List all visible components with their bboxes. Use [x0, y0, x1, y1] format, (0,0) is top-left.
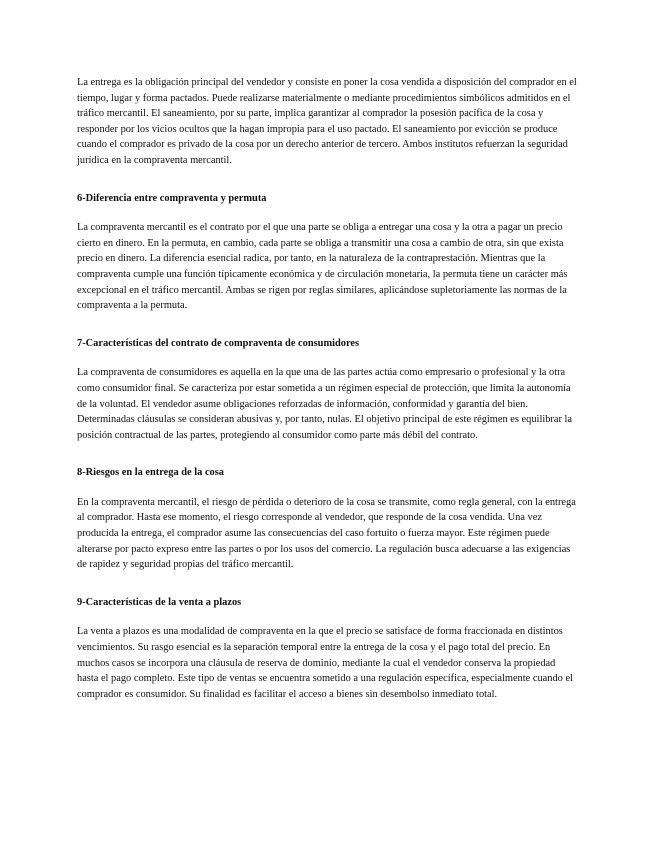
heading-spacer [77, 481, 579, 495]
heading-spacer [77, 610, 579, 624]
section-spacer [77, 443, 579, 465]
section-paragraph-9: La venta a plazos es una modalidad de compraventa en la que el precio se satisface de forma fraccionada en distintos vencimientos. Su rasgo esencial es la separación temporal entre la entrega de la cosa y el pago total del precio. En muchos casos se incorpora una cláusula de reserva de dominio, mediante la cual el vendedor conserva la propiedad hasta el pago completo. Este tipo de ventas se encuentra sometido a una regulación específica, especialmente cuando el comprador es consumidor. Su finalidad es facilitar el acceso a bienes sin desembolso inmediato total. [77, 626, 573, 700]
document-body [77, 75, 579, 702]
section-spacer [77, 573, 579, 595]
section-heading-9: 9-Características de la venta a plazos [77, 596, 242, 608]
section-heading-7: 7-Características del contrato de compraventa de consumidores [77, 337, 360, 349]
section-spacer [77, 314, 579, 336]
section-paragraph-8: En la compraventa mercantil, el riesgo de pérdida o deterioro de la cosa se transmite, como regla general, con la entrega al comprador. Hasta ese momento, el riesgo corresponde al vendedor, que responde de la cosa vendida. Una vez producida la entrega, el comprador asume las consecuencias del caso fortuito o fuerza mayor. Este régimen puede alterarse por pacto expreso entre las partes o por los usos del comercio. La regulación busca adecuarse a las exigencias de rapidez y seguridad propias del tráfico mercantil. [77, 496, 576, 571]
section-heading-6: 6-Diferencia entre compraventa y permuta [77, 192, 267, 204]
section-spacer [77, 169, 579, 191]
heading-spacer [77, 351, 579, 365]
section-paragraph-6: La compraventa mercantil es el contrato por el que una parte se obliga a entregar una cosa y la otra a pagar un precio cierto en dinero. En la permuta, en cambio, cada parte se obliga a transmitir una cosa a cambio de otra, sin que exista precio en dinero. La diferencia esencial radica, por tanto, en la naturaleza de la contraprestación. Mientras que la compraventa cumple una función típicamente económica y de circulación monetaria, la permuta tiene un carácter más excepcional en el tráfico mercantil. Ambas se rigen por reglas similares, aplicándose supletoriamente las normas de la compraventa a la permuta. [77, 222, 568, 312]
section-paragraph-7: La compraventa de consumidores es aquella en la que una de las partes actúa como empresario o profesional y la otra como consumidor final. Se caracteriza por estar sometida a un régimen especial de protección, que limita la autonomía de la voluntad. El vendedor asume obligaciones reforzadas de información, conformidad y garantía del bien. Determinadas cláusulas se consideran abusivas y, por tanto, nulas. El objetivo principal de este régimen es equilibrar la posición contractual de las partes, protegiendo al consumidor como parte más débil del contrato. [77, 367, 573, 441]
section-heading-8: 8-Riesgos en la entrega de la cosa [77, 467, 224, 479]
heading-spacer [77, 206, 579, 220]
intro-paragraph: La entrega es la obligación principal del vendedor y consiste en poner la cosa vendida a disposición del comprador en el tiempo, lugar y forma pactados. Puede realizarse materialmente o mediante procedimientos simbólicos admitidos en el tráfico mercantil. El saneamiento, por su parte, implica garantizar al comprador la posesión pacífica de la cosa y responder por los vicios ocultos que la hagan impropia para el uso pactado. El saneamiento por evicción se produce cuando el comprador es privado de la cosa por un derecho anterior de tercero. Ambos institutos refuerzan la seguridad jurídica en la compraventa mercantil. [77, 77, 577, 166]
